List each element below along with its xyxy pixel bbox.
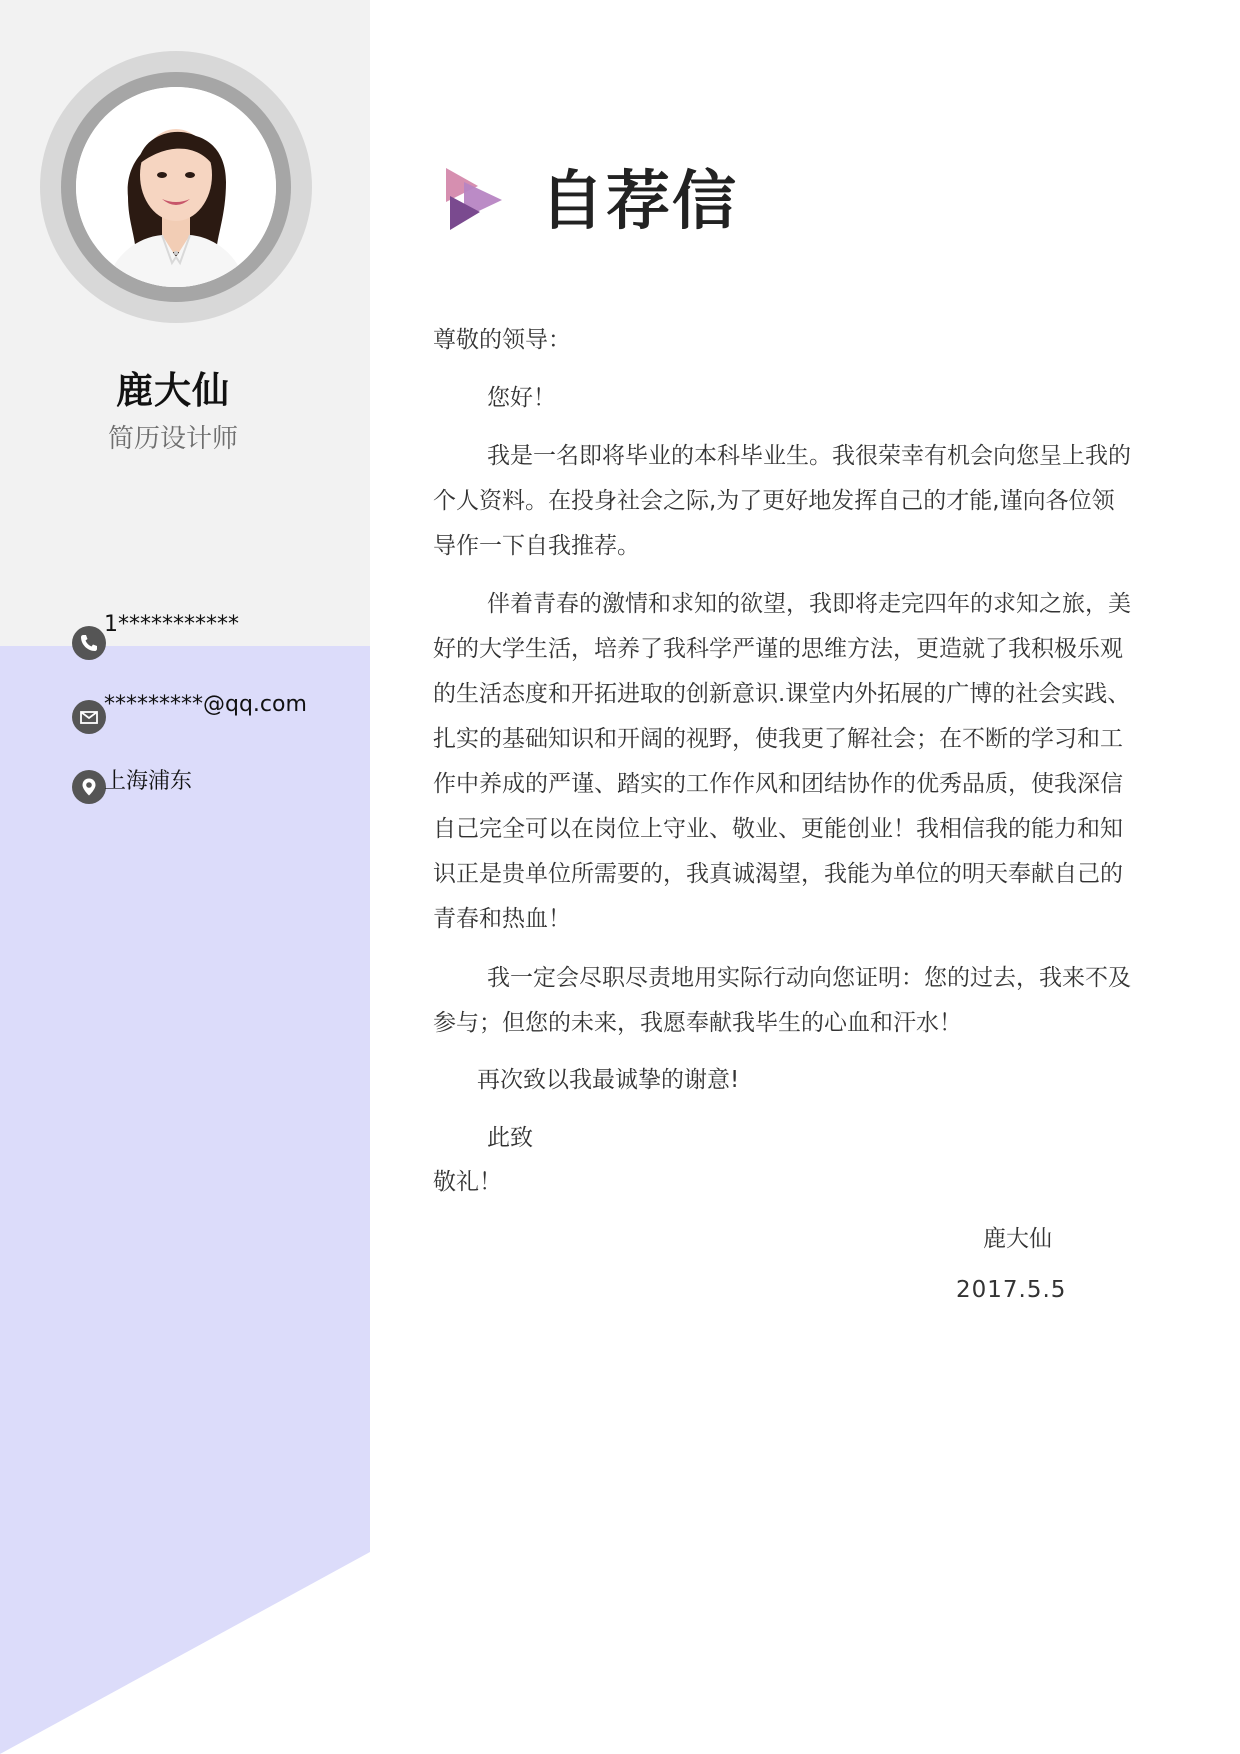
person-name: 鹿大仙 <box>116 369 230 412</box>
mail-icon <box>72 700 106 734</box>
letter-closing-2: 敬礼！ <box>433 1169 502 1195</box>
avatar <box>76 87 276 287</box>
letter-thanks: 再次致以我最诚挚的谢意! <box>477 1067 740 1093</box>
signature-name: 鹿大仙 <box>983 1226 1052 1252</box>
phone-icon <box>72 626 106 660</box>
signature-date: 2017.5.5 <box>956 1277 1067 1303</box>
email-text: *********@qq.com <box>104 692 307 717</box>
location-text: 上海浦东 <box>104 769 193 794</box>
letter-paragraph-2: 伴着青春的激情和求知的欲望，我即将走完四年的求知之旅，美好的大学生活，培养了我科学严谨的思维方法，更造就了我积极乐观的生活态度和开拓进取的创新意识.课堂内外拓展的广博的社会实践、扎实的基础知识和开阔的视野，使我更了解社会；在不断的学习和工作中养成的严谨、踏实的工作作风和团结协作的优秀品质，使我深信自己完全可以在岗位上守业、敬业、更能创业！我相信我的能力和知识正是贵单位所需要的，我真诚渴望，我能为单位的明天奉献自己的青春和热血！ <box>433 591 1131 932</box>
person-title: 简历设计师 <box>107 424 238 454</box>
letter-greeting: 您好！ <box>487 385 556 411</box>
letter-paragraph-1: 我是一名即将毕业的本科毕业生。我很荣幸有机会向您呈上我的个人资料。在投身社会之际,为了更好地发挥自己的才能,谨向各位领导作一下自我推荐。 <box>433 443 1131 559</box>
page-title: 自荐信 <box>540 165 738 239</box>
location-pin-icon <box>72 770 106 804</box>
avatar-portrait <box>76 87 276 287</box>
letter-paragraph-3: 我一定会尽职尽责地用实际行动向您证明：您的过去，我来不及参与；但您的未来，我愿奉献我毕生的心血和汗水！ <box>433 965 1131 1036</box>
letter-salutation: 尊敬的领导： <box>433 327 571 353</box>
play-triangles-logo-icon <box>444 164 504 234</box>
letter-closing-1: 此致 <box>487 1125 533 1151</box>
phone-text: 1*********** <box>104 612 239 637</box>
